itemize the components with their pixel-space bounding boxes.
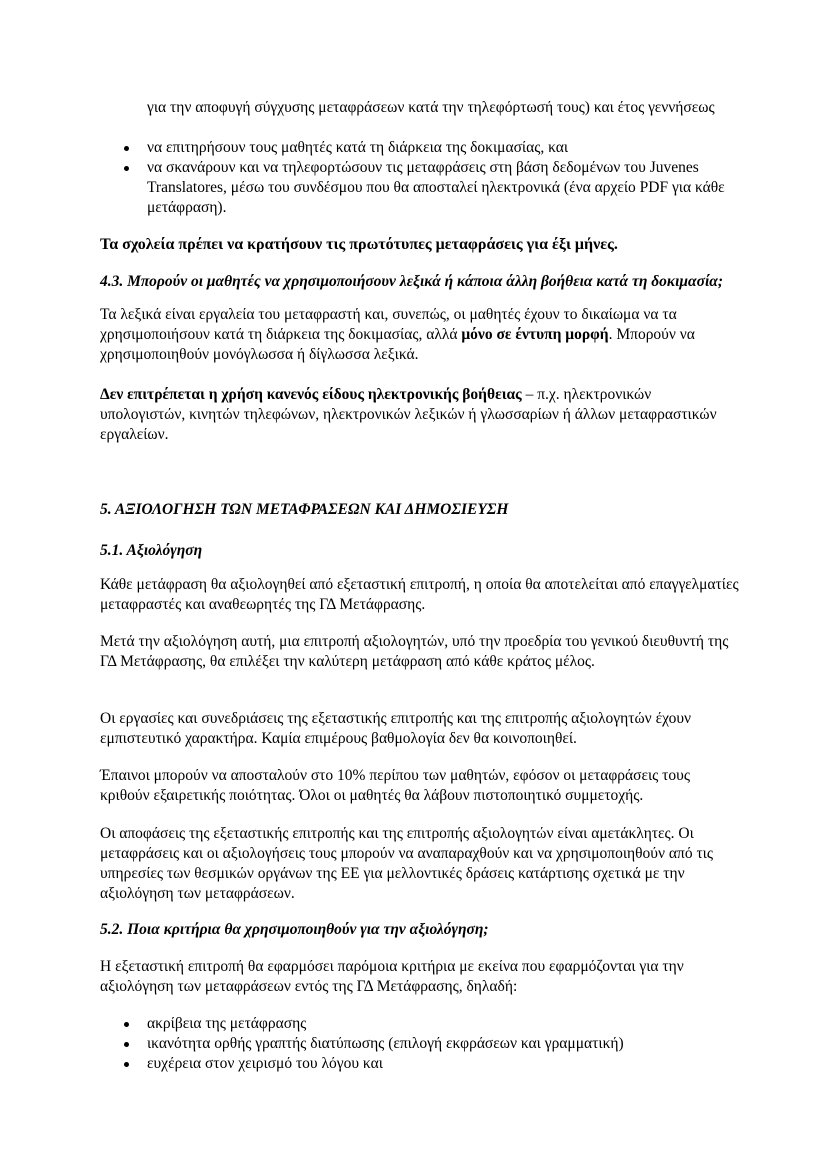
evaluation-paragraph: Μετά την αξιολόγηση αυτή, μια επιτροπή αξιολογητών, υπό την προεδρία του γενικού διευθυντή της ΓΔ Μετάφρασης, θα επιλέξει την καλύτερη μετάφραση από κάθε κράτος μέλος. bbox=[100, 633, 729, 670]
electronic-aids-emphasis: Δεν επιτρέπεται η χρήση κανενός είδους ηλεκτρονικής βοήθειας bbox=[100, 386, 522, 403]
list-item: να σκανάρουν και να τηλεφορτώσουν τις μεταφράσεις στη βάση δεδομένων του Juvenes Translatores, μέσω του συνδέσμου που θα αποσταλεί ηλεκτρονικά (ένα αρχείο PDF για κάθε μετάφραση). bbox=[100, 158, 740, 218]
dictionaries-text-end: . Μπορούν να χρησιμοποιηθούν μονόγλωσσα ή δίγλωσσα λεξικά. bbox=[100, 326, 695, 363]
list-item: ευχέρεια στον χειρισμό του λόγου και bbox=[100, 1054, 740, 1074]
schools-retention-note: Τα σχολεία πρέπει να κρατήσουν τις πρωτότυπες μεταφράσεις για έξι μήνες. bbox=[100, 236, 618, 253]
evaluation-paragraph: Οι αποφάσεις της εξεταστικής επιτροπής και της επιτροπής αξιολογητών είναι αμετάκλητες. Οι μεταφράσεις και οι αξιολογήσεις τους μπορούν να αναπαραχθούν και να χρησιμοποιηθούν από τις υπηρεσίες των θεσμικών οργάνων της ΕΕ για μελλοντικές δράσεις κατάρτισης σχετικά με την αξιολόγηση των μεταφράσεων. bbox=[100, 825, 713, 902]
bullet-list-criteria bbox=[100, 1014, 740, 1074]
evaluation-paragraph: Έπαινοι μπορούν να αποσταλούν στο 10% περίπου των μαθητών, εφόσον οι μεταφράσεις τους κριθούν εξαιρετικής ποιότητας. Όλοι οι μαθητές θα λάβουν πιστοποιητικό συμμετοχής. bbox=[100, 767, 690, 804]
list-item: ικανότητα ορθής γραπτής διατύπωσης (επιλογή εκφράσεων και γραμματική) bbox=[100, 1034, 740, 1054]
continuation-text: για την αποφυγή σύγχυσης μεταφράσεων κατά την τηλεφόρτωσή τους) και έτος γεννήσεως bbox=[147, 99, 715, 116]
criteria-intro: Η εξεταστική επιτροπή θα εφαρμόσει παρόμοια κριτήρια με εκείνα που εφαρμόζονται για την αξιολόγηση των μεταφράσεων εντός της ΓΔ Μετάφρασης, δηλαδή: bbox=[100, 958, 684, 995]
section-4-3-heading: 4.3. Μπορούν οι μαθητές να χρησιμοποιήσουν λεξικά ή κάποια άλλη βοήθεια κατά τη δοκιμασία; bbox=[100, 273, 724, 290]
dictionaries-paragraph bbox=[100, 305, 740, 365]
section-5-heading: 5. ΑΞΙΟΛΟΓΗΣΗ ΤΩΝ ΜΕΤΑΦΡΑΣΕΩΝ ΚΑΙ ΔΗΜΟΣΙΕΥΣΗ bbox=[100, 501, 509, 518]
electronic-aids-paragraph bbox=[100, 385, 740, 445]
dictionaries-text: Τα λεξικά είναι εργαλεία του μεταφραστή και, συνεπώς, οι μαθητές έχουν το δικαίωμα να τα χρησιμοποιήσουν κατά τη διάρκεια της δοκιμασίας, αλλά bbox=[100, 306, 677, 343]
list-item: ακρίβεια της μετάφρασης bbox=[100, 1014, 740, 1034]
evaluation-paragraph: Κάθε μετάφραση θα αξιολογηθεί από εξεταστική επιτροπή, η οποία θα αποτελείται από επαγγελματίες μεταφραστές και αναθεωρητές της ΓΔ Μετάφρασης. bbox=[100, 576, 739, 613]
section-5-1-heading: 5.1. Αξιολόγηση bbox=[100, 542, 203, 559]
evaluation-paragraph: Οι εργασίες και συνεδριάσεις της εξεταστικής επιτροπής και της επιτροπής αξιολογητών έχουν εμπιστευτικό χαρακτήρα. Καμία επιμέρους βαθμολογία δεν θα κοινοποιηθεί. bbox=[100, 710, 692, 747]
list-item: να επιτηρήσουν τους μαθητές κατά τη διάρκεια της δοκιμασίας, και bbox=[100, 138, 740, 158]
electronic-aids-text: – π.χ. ηλεκτρονικών υπολογιστών, κινητών τηλεφώνων, ηλεκτρονικών λεξικών ή γλωσσαρίων ή άλλων μεταφραστικών εργαλείων. bbox=[100, 386, 717, 443]
bullet-list-duties bbox=[100, 138, 740, 218]
printed-only-emphasis: μόνο σε έντυπη μορφή bbox=[461, 326, 609, 343]
section-5-2-heading: 5.2. Ποια κριτήρια θα χρησιμοποιηθούν για την αξιολόγηση; bbox=[100, 921, 489, 938]
